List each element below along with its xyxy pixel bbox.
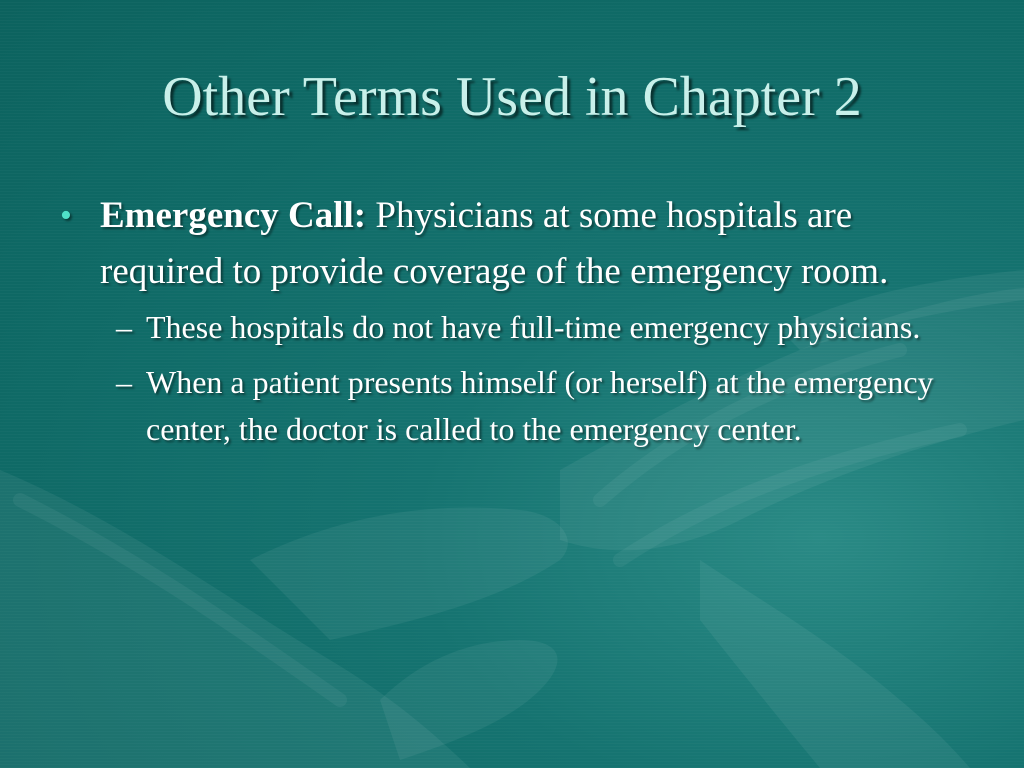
- dash-marker-icon: –: [116, 364, 132, 400]
- bullet-text: Physicians at some hospitals are required to provide coverage of the emergency room.: [100, 195, 889, 292]
- dash-marker-icon: –: [116, 309, 132, 345]
- bullet-term: Emergency Call:: [100, 195, 367, 236]
- sub-bullet-text: These hospitals do not have full-time emergency physicians.: [146, 309, 921, 345]
- slide-body: [60, 188, 960, 453]
- sub-bullet-item: [60, 359, 960, 453]
- sub-bullet-text: When a patient presents himself (or herself) at the emergency center, the doctor is called to the emergency center.: [146, 364, 934, 447]
- sub-bullet-item: [60, 304, 960, 351]
- bullet-marker-icon: •: [60, 197, 72, 234]
- bullet-item-emergency-call: [60, 188, 960, 300]
- slide-title: Other Terms Used in Chapter 2: [162, 66, 862, 128]
